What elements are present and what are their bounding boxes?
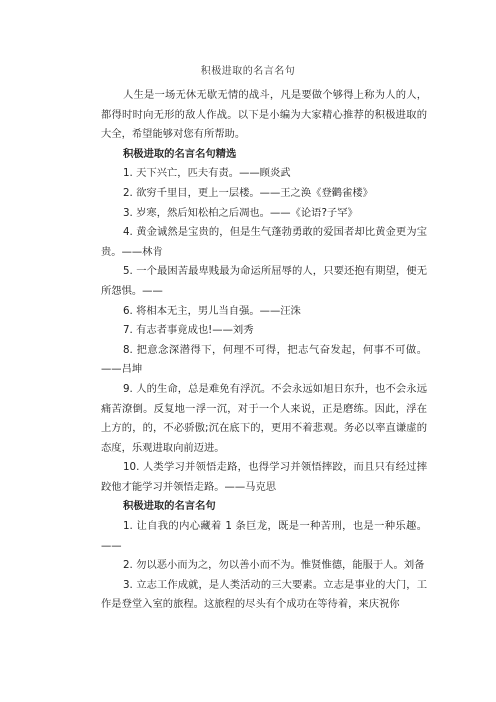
list-item: 2. 勿以恶小而为之，勿以善小而不为。惟贤惟德，能服于人。刘备 <box>123 559 425 572</box>
list-item: 2. 欲穷千里目，更上一层楼。——王之涣《登鹳雀楼》 <box>123 186 373 199</box>
list-item: 9. 人的生命，总是难免有浮沉。不会永远如旭日东升，也不会永远痛苦潦倒。反复地一浮一沉，对于一个人来说，正是磨练。因此，浮在上方的，的，不必骄傲;沉在底下的，更用不着悲观。务必以率直谦虚的态度，乐观进取向前迈进。 <box>101 382 427 454</box>
document-title: 积极进取的名言名句 <box>200 66 296 77</box>
list-item: 7. 有志者事竟成也!——刘秀 <box>123 324 254 337</box>
list-item: 5. 一个最困苦最卑贱最为命运所屈辱的人，只要还抱有期望，便无所怨惧。—— <box>101 265 427 297</box>
intro-paragraph: 人生是一场无休无歇无情的战斗，凡是要做个够得上称为人的人，都得时时向无形的敌人作战。以下是小编为大家精心推荐的积极进取的大全，希望能够对您有所帮助。 <box>101 89 427 141</box>
section-heading-quotes: 积极进取的名言名句 <box>123 500 216 513</box>
list-item: 1. 天下兴亡，匹夫有责。——顾炎武 <box>123 167 291 180</box>
section-heading-selected-quotes: 积极进取的名言名句精选 <box>123 147 237 160</box>
list-item: 8. 把意念深潜得下，何理不可得，把志气奋发起，何事不可做。——吕坤 <box>101 343 427 376</box>
document-body <box>101 86 427 615</box>
list-item: 10. 人类学习并领悟走路，也得学习并领悟摔跤，而且只有经过摔跤他才能学习并领悟走路。——马克思 <box>101 461 427 493</box>
list-item: 3. 立志工作成就，是人类活动的三大要素。立志是事业的大门，工作是登堂入室的旅程。这旅程的尽头有个成功在等待着，来庆祝你 <box>101 578 427 611</box>
list-item: 3. 岁寒，然后知松柏之后凋也。——《论语?子罕》 <box>123 206 358 219</box>
list-item: 6. 将相本无主，男儿当自强。——汪洙 <box>123 304 301 317</box>
list-item: 4. 黄金诚然是宝贵的，但是生气蓬勃勇敢的爱国者却比黄金更为宝贵。——林肯 <box>101 226 427 258</box>
list-item: 1. 让自我的内心藏着 1 条巨龙，既是一种苦刑，也是一种乐趣。—— <box>101 520 427 552</box>
